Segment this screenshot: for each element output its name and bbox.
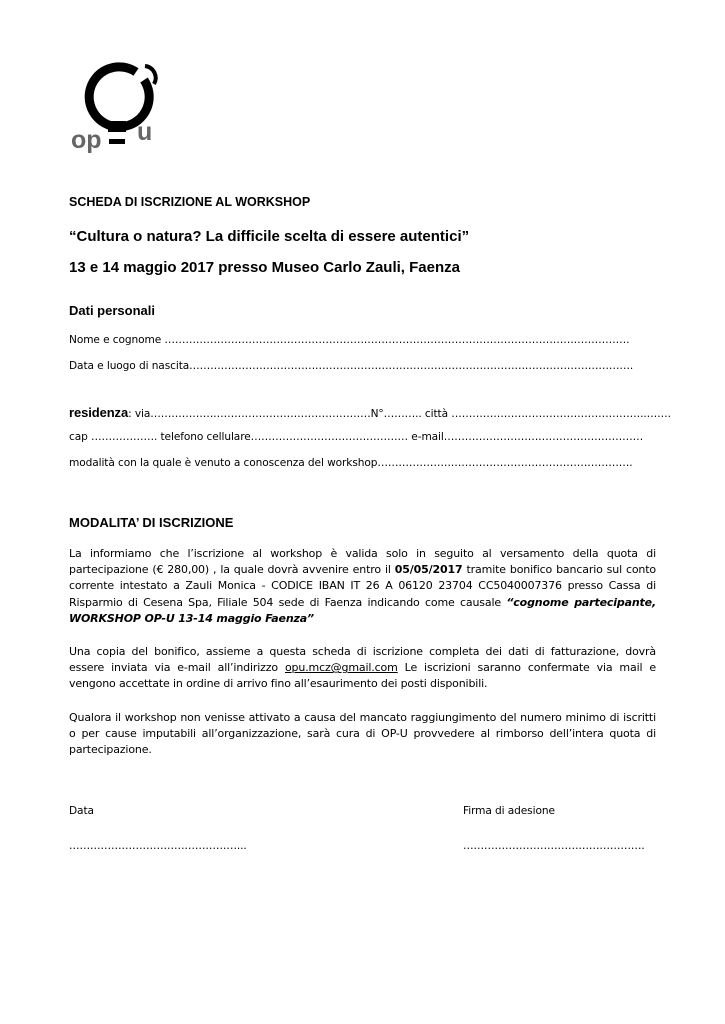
signature-field[interactable]: ……………………………………………. bbox=[463, 840, 645, 852]
name-field[interactable]: Nome e cognome ……………………………………………………………………………………………………………………. bbox=[69, 334, 630, 346]
p1-row-4: Risparmio di Cesena Spa, Filiale 504 sede di Faenza indicando come causale “cognome partecipante, bbox=[69, 595, 656, 609]
source-field[interactable]: modalità con la quale è venuto a conoscenza del workshop………………………………………………………………. bbox=[69, 457, 633, 469]
personal-data-heading: Dati personali bbox=[69, 303, 155, 318]
enrollment-paragraph-2 bbox=[69, 644, 656, 693]
workshop-title: “Cultura o natura? La difficile scelta di essere autentici” bbox=[69, 228, 470, 245]
birth-field[interactable]: Data e luogo di nascita………………………………………………………………………………………………………………. bbox=[69, 360, 634, 372]
p1-row-1: La informiamo che l’iscrizione al workshop è valida solo in seguito al versamento della quota di bbox=[69, 547, 656, 560]
form-title: SCHEDA DI ISCRIZIONE AL WORKSHOP bbox=[69, 195, 311, 209]
enrollment-paragraph-3 bbox=[69, 710, 656, 759]
residence-field[interactable] bbox=[69, 405, 671, 420]
enrollment-heading: MODALITA’ DI ISCRIZIONE bbox=[69, 515, 234, 530]
logo-text-u: u bbox=[137, 118, 153, 146]
p2-row-2: essere inviata via e-mail all’indirizzo opu.mcz@gmail.com Le iscrizioni saranno confermate via mail e bbox=[69, 661, 656, 675]
p1-row-5: WORKSHOP OP-U 13-14 maggio Faenza” bbox=[69, 611, 314, 625]
payment-deadline: 05/05/2017 bbox=[394, 563, 463, 577]
workshop-date-place: 13 e 14 maggio 2017 presso Museo Carlo Zauli, Faenza bbox=[69, 259, 460, 276]
p2-row-1: Una copia del bonifico, assieme a questa scheda di iscrizione completa dei dati di fatturazione, dovrà bbox=[69, 645, 656, 658]
p3-row-1: Qualora il workshop non venisse attivato a causa del mancato raggiungimento del numero minimo di iscritti bbox=[69, 711, 656, 724]
residence-line: : via………………………………………………………N°……….. città ………………………………………………..……. bbox=[128, 408, 671, 420]
p3-row-2: o per cause imputabili all’organizzazione, sarà cura di OP-U provvedere al rimborso dell’intera quota di bbox=[69, 727, 656, 741]
payment-reason: “cognome partecipante, bbox=[506, 595, 656, 609]
p1-row-2: partecipazione (€ 280,00) , la quale dovrà avvenire entro il 05/05/2017 tramite bonifico bancario sul conto bbox=[69, 563, 656, 577]
p3-row-3: partecipazione. bbox=[69, 743, 152, 757]
signature-label: Firma di adesione bbox=[463, 805, 555, 817]
p1-row-3: corrente intestato a Zauli Monica - CODICE IBAN IT 26 A 06120 23704 CC5040007376 presso Cassa di bbox=[69, 579, 656, 593]
contact-field[interactable]: cap ………………. telefono cellulare……………………………………… e-mail………………………………………………… bbox=[69, 431, 644, 443]
op-u-logo bbox=[66, 58, 166, 158]
contact-email-link[interactable]: opu.mcz@gmail.com bbox=[284, 661, 398, 675]
date-field[interactable]: …………………………………………... bbox=[69, 840, 247, 852]
logo-text-op: op bbox=[71, 126, 102, 154]
enrollment-paragraph-1 bbox=[69, 546, 656, 627]
date-label: Data bbox=[69, 805, 94, 817]
residence-label: residenza bbox=[69, 405, 129, 420]
p2-row-3: vengono accettate in ordine di arrivo fino all’esaurimento dei posti disponibili. bbox=[69, 677, 488, 691]
